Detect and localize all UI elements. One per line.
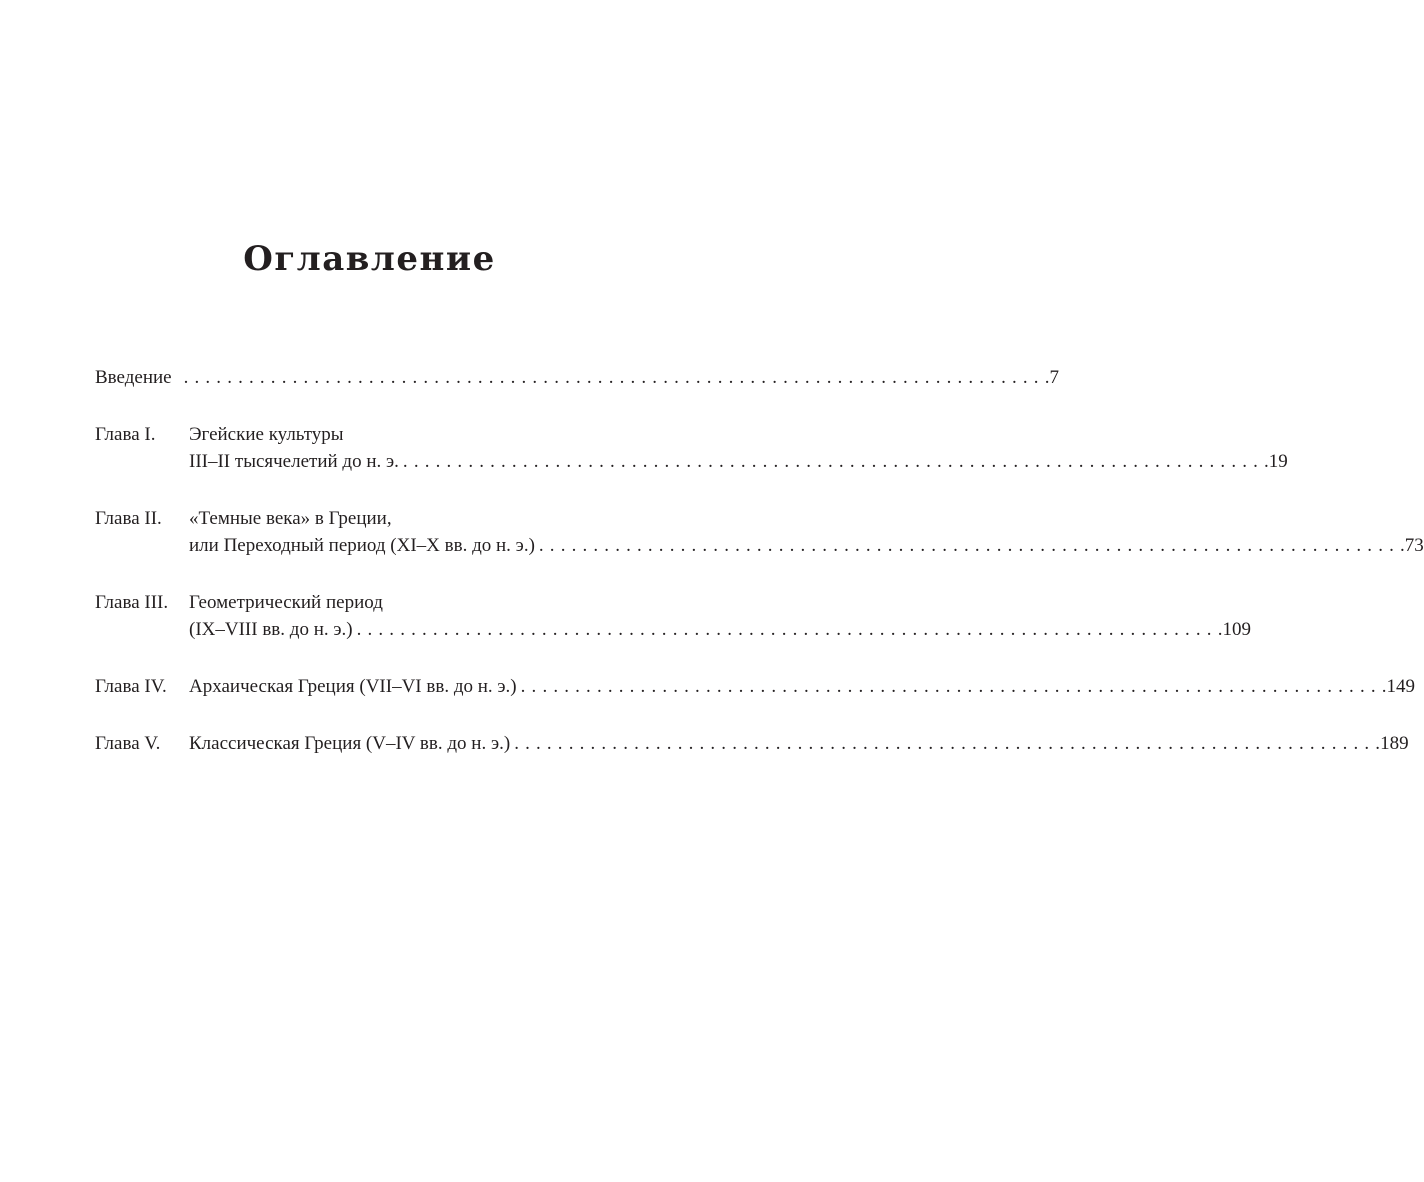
toc-entry-chapter-2[interactable]: [95, 505, 1424, 559]
dot-leader: [539, 532, 1405, 559]
chapter-title-line: или Переходный период (XI–X вв. до н. э.): [189, 535, 535, 556]
chapter-title-line: Классическая Греция (V–IV вв. до н. э.): [189, 733, 511, 754]
page-title: Оглавление: [243, 239, 496, 279]
dot-leader: [403, 448, 1269, 475]
chapter-title-line: (IX–VIII вв. до н. э.): [189, 619, 353, 640]
dot-leader: [514, 730, 1380, 757]
toc-page-number: 189: [1380, 733, 1409, 754]
toc-page-number: 19: [1268, 451, 1288, 472]
chapter-title-line: «Темные века» в Греции,: [189, 508, 392, 529]
toc-page-number: 109: [1222, 619, 1251, 640]
chapter-title-line: Эгейские культуры: [189, 424, 344, 445]
toc-entry-intro[interactable]: [95, 364, 1059, 391]
dot-leader: [521, 673, 1387, 700]
dot-leader: [184, 364, 1050, 391]
table-of-contents: [95, 364, 1424, 757]
toc-entry-chapter-1[interactable]: [95, 421, 1288, 475]
toc-entry-chapter-3[interactable]: [95, 589, 1251, 643]
chapter-title-line: Геометрический период: [189, 592, 383, 613]
toc-page-number: 7: [1049, 367, 1059, 388]
chapter-title-line: Архаическая Греция (VII–VI вв. до н. э.): [189, 676, 517, 697]
chapter-label: Глава II.: [95, 508, 162, 529]
chapter-title-line: III–II тысячелетий до н. э.: [189, 451, 399, 472]
chapter-label: Глава I.: [95, 424, 156, 445]
toc-page-number: 73: [1404, 535, 1424, 556]
chapter-label: Глава III.: [95, 592, 169, 613]
dot-leader: [357, 616, 1223, 643]
toc-entry-title: Введение: [95, 367, 172, 388]
toc-page-number: 149: [1386, 676, 1415, 697]
toc-entry-chapter-4[interactable]: [95, 673, 1415, 700]
chapter-label: Глава V.: [95, 733, 161, 754]
toc-entry-chapter-5[interactable]: [95, 730, 1409, 757]
chapter-label: Глава IV.: [95, 676, 167, 697]
